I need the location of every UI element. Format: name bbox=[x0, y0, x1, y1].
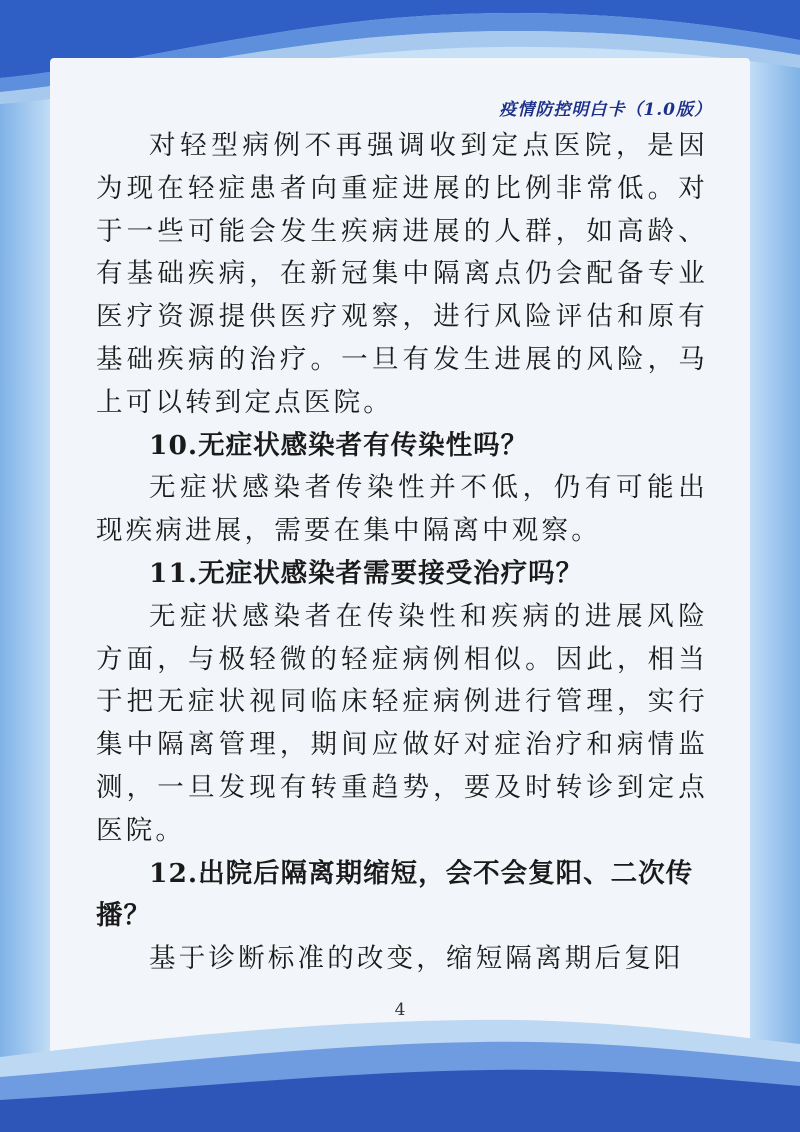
document-header: 疫情防控明白卡（1.0版） bbox=[499, 100, 712, 120]
document-body bbox=[96, 125, 708, 981]
question-heading: 12.出院后隔离期缩短，会不会复阳、二次传播？ bbox=[96, 857, 694, 932]
paragraph: 基于诊断标准的改变，缩短隔离期后复阳 bbox=[149, 943, 684, 975]
question-heading: 11.无症状感染者需要接受治疗吗？ bbox=[149, 557, 584, 589]
paragraph: 无症状感染者在传染性和疾病的进展风险方面，与极轻微的轻症病例相似。因此，相当于把无症状视同临床轻症病例进行管理，实行集中隔离管理，期间应做好对症治疗和病情监测，一旦发现有转重趋势，要及时转诊到定点医院。 bbox=[96, 600, 708, 846]
question-heading: 10.无症状感染者有传染性吗？ bbox=[149, 429, 529, 461]
page-number: 4 bbox=[394, 1000, 406, 1020]
paragraph: 无症状感染者传染性并不低，仍有可能出现疾病进展，需要在集中隔离中观察。 bbox=[96, 472, 708, 547]
paragraph: 对轻型病例不再强调收到定点医院，是因为现在轻症患者向重症进展的比例非常低。对于一些可能会发生疾病进展的人群，如高龄、有基础疾病，在新冠集中隔离点仍会配备专业医疗资源提供医疗观察，进行风险评估和原有基础疾病的治疗。一旦有发生进展的风险，马上可以转到定点医院。 bbox=[96, 130, 708, 418]
